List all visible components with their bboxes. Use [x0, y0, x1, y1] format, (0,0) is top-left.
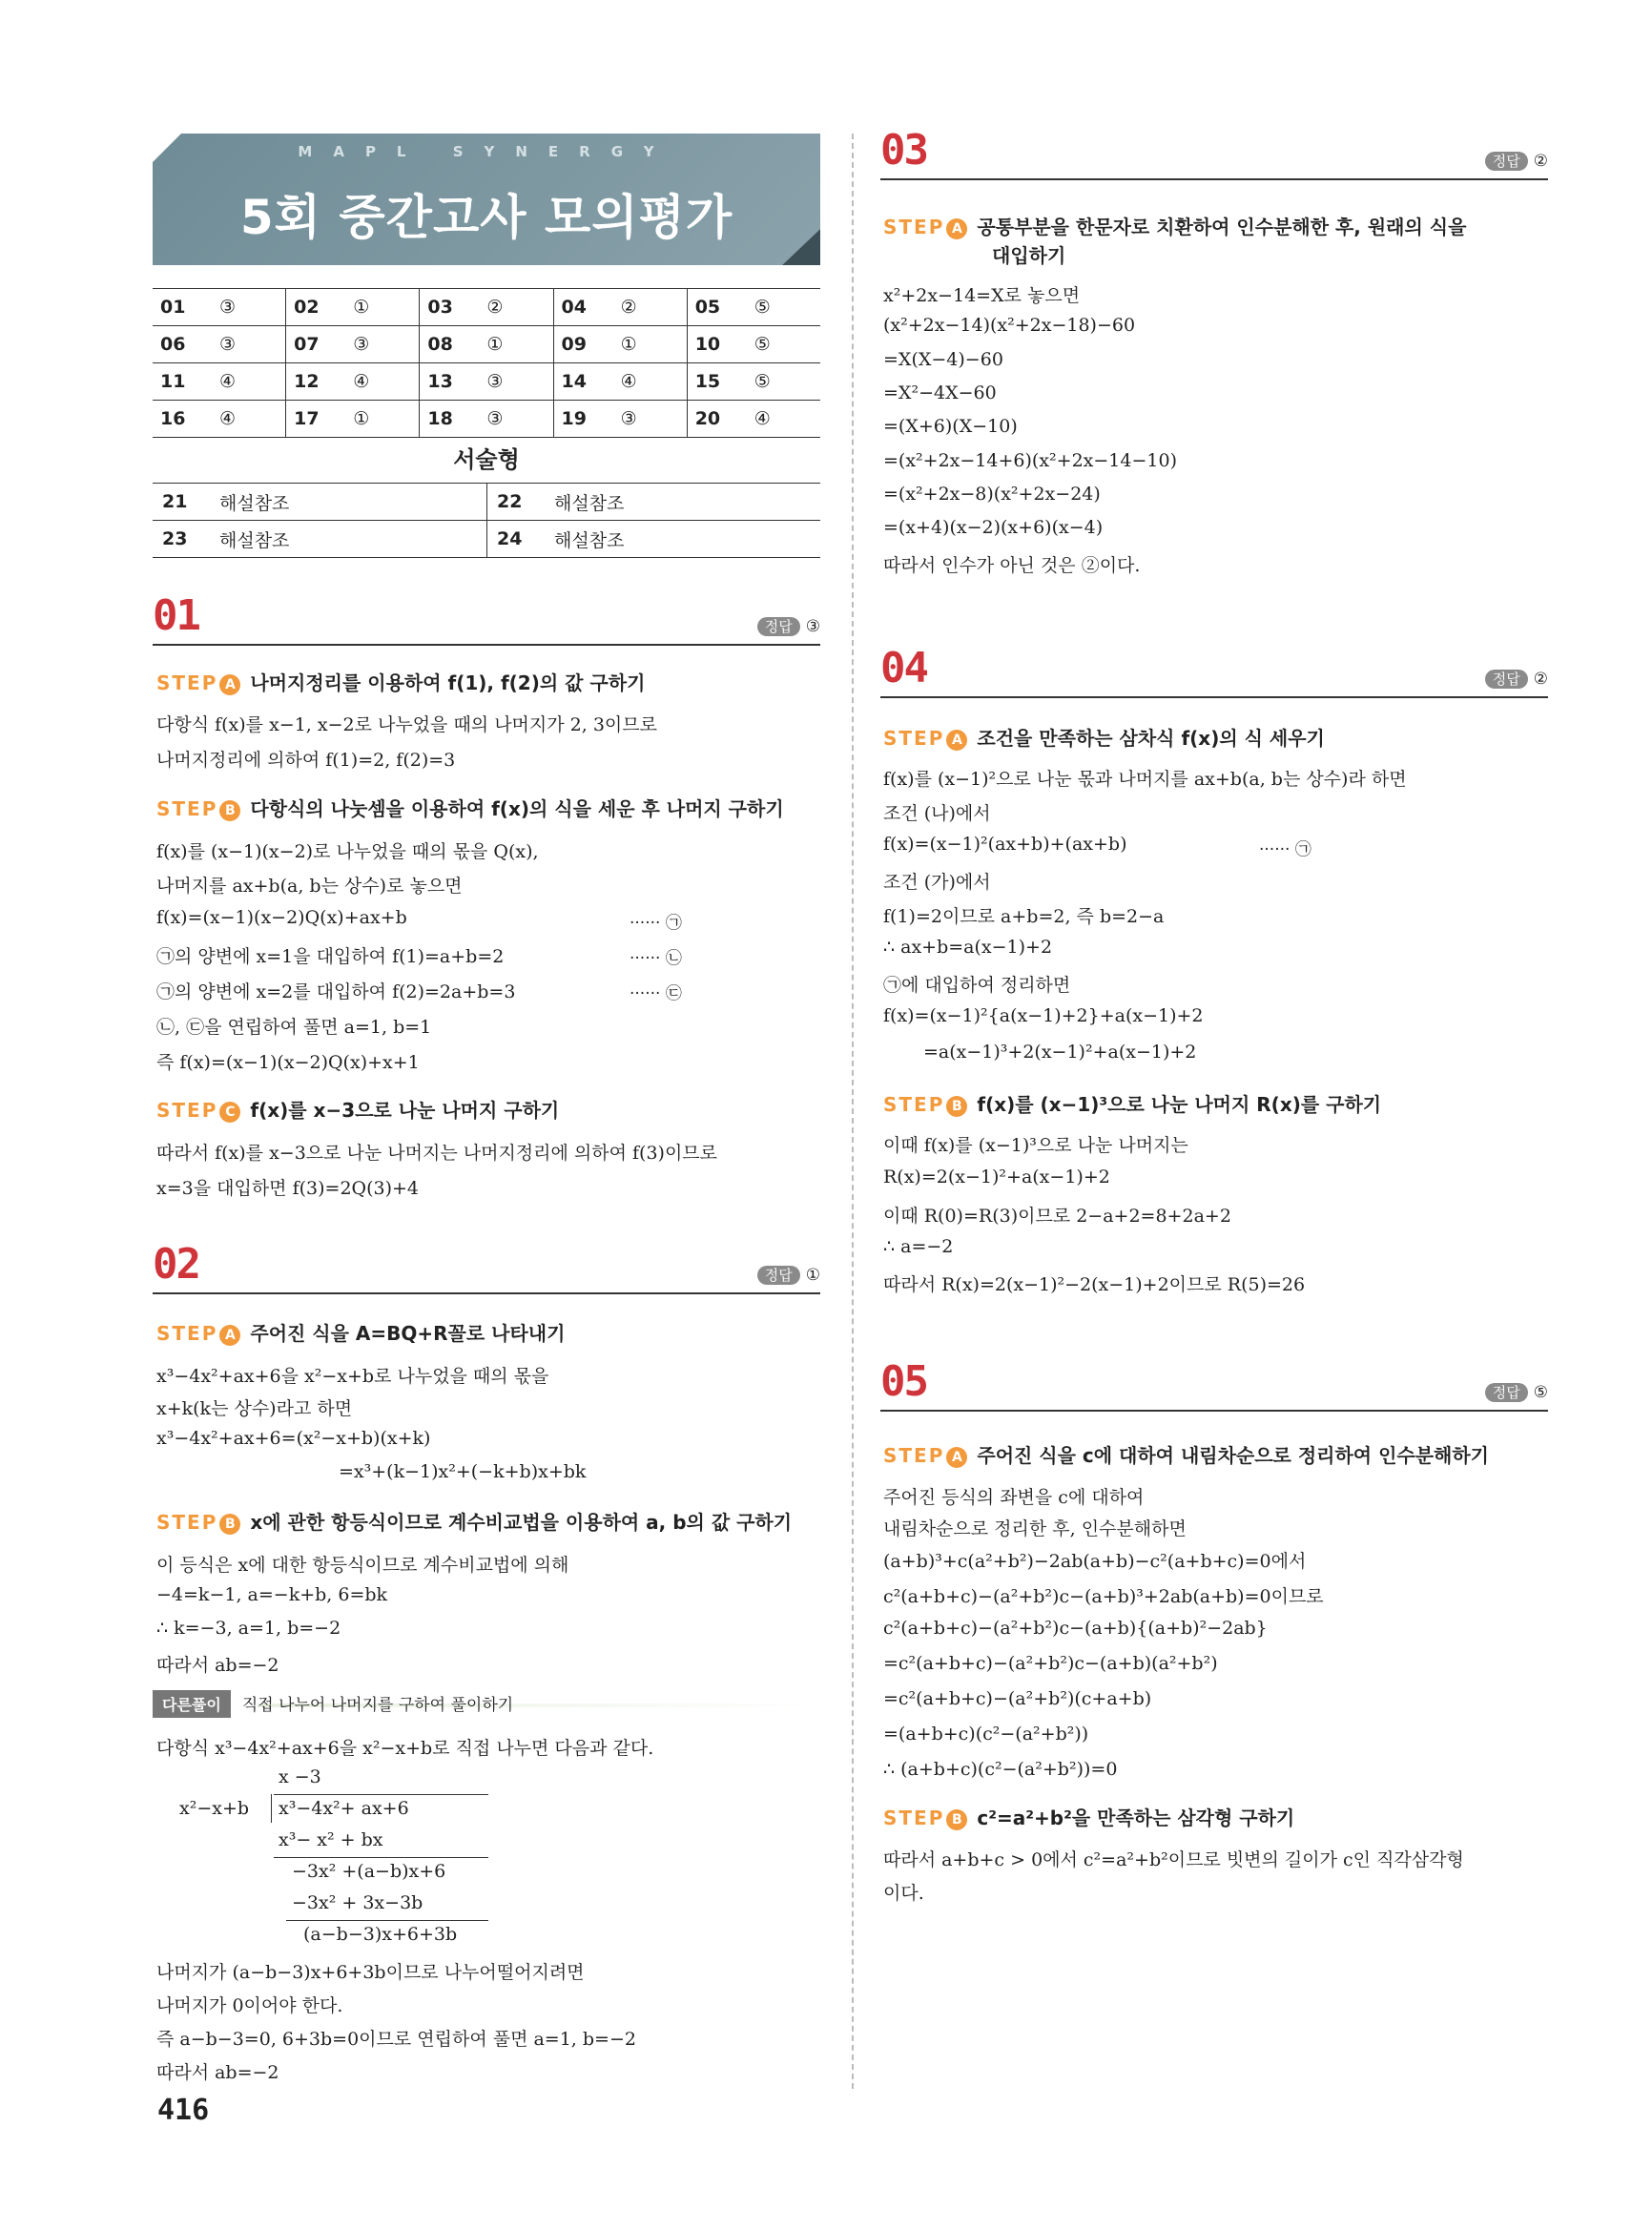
answer-value: ② [1533, 152, 1548, 171]
step-word: STEP [883, 1444, 945, 1467]
solution-line: f(x)=(x−1)²{a(x−1)+2}+a(x−1)+2 [883, 1005, 1204, 1026]
division-subtract-1: x³− x² + bx [279, 1829, 383, 1850]
step-title: 나머지정리를 이용하여 f(1), f(2)의 값 구하기 [250, 671, 646, 694]
table-row [153, 289, 820, 326]
answer-number: 06 [153, 326, 212, 363]
step-heading [883, 723, 1325, 751]
page-title: 5회 중간고사 모의평가 [239, 190, 733, 245]
step-letter: A [219, 1325, 240, 1346]
solution-line: 즉 f(x)=(x−1)(x−2)Q(x)+x+1 [156, 1052, 420, 1073]
solution-line: 내림차순으로 정리한 후, 인수분해하면 [883, 1518, 1187, 1539]
solution-line: 따라서 ab=−2 [156, 2062, 279, 2083]
division-rule [274, 1857, 488, 1858]
step-title-continued: 대입하기 [992, 244, 1066, 267]
step-word: STEP [883, 1807, 945, 1829]
question-number: 05 [880, 1357, 927, 1406]
question-number: 01 [153, 591, 199, 640]
solution-line: 따라서 ab=−2 [156, 1655, 279, 1676]
essay-answer: 해설참조 [545, 521, 820, 558]
answer-badge [1485, 151, 1548, 171]
step-heading [883, 1089, 1381, 1117]
answer-number: 05 [687, 289, 747, 326]
answer-number: 13 [420, 363, 480, 401]
answer-choice: ④ [212, 363, 286, 401]
table-row [153, 363, 820, 401]
question-header-05 [880, 1357, 1548, 1412]
answer-number: 11 [153, 363, 212, 401]
solution-line: x=3을 대입하면 f(3)=2Q(3)+4 [156, 1178, 420, 1199]
step-word: STEP [883, 216, 945, 238]
step-title: 다항식의 나눗셈을 이용하여 f(x)의 식을 세운 후 나머지 구하기 [250, 797, 784, 820]
solution-line: 주어진 등식의 좌변을 c에 대하여 [883, 1487, 1145, 1508]
step-word: STEP [156, 1322, 218, 1345]
answer-choice: ⑤ [747, 363, 820, 401]
solution-line: =(X+6)(X−10) [883, 416, 1018, 437]
answer-number: 12 [286, 363, 346, 401]
solution-line: R(x)=2(x−1)²+a(x−1)+2 [883, 1167, 1110, 1187]
equation-marker: ······ ㉠ [630, 914, 682, 933]
alternative-solution-header [153, 1690, 820, 1719]
step-letter: A [946, 730, 967, 751]
solution-line: ∴ a=−2 [883, 1236, 954, 1257]
solution-line: 다항식 f(x)를 x−1, x−2로 나누었을 때의 나머지가 2, 3이므로 [156, 714, 657, 735]
answer-value: ① [805, 1266, 820, 1285]
answer-label: 정답 [757, 1266, 800, 1285]
solution-line: 나머지가 (a−b−3)x+6+3b이므로 나누어떨어지려면 [156, 1962, 585, 1983]
equation-marker: ······ ㉢ [630, 984, 682, 1003]
solution-line: ∴ ax+b=a(x−1)+2 [883, 937, 1053, 958]
division-remainder: (a−b−3)x+6+3b [303, 1924, 458, 1945]
step-word: STEP [156, 797, 218, 820]
division-bar [274, 1794, 488, 1795]
solution-line: 따라서 f(x)를 x−3으로 나눈 나머지는 나머지정리에 의하여 f(3)이므로 [156, 1143, 718, 1164]
step-letter: C [219, 1102, 240, 1123]
division-quotient: x −3 [279, 1766, 321, 1787]
answer-label: 정답 [757, 617, 800, 636]
solution-line: ∴ (a+b+c)(c²−(a²+b²))=0 [883, 1759, 1118, 1780]
step-letter: B [946, 1809, 967, 1830]
answer-number: 03 [420, 289, 480, 326]
table-row [153, 484, 820, 521]
solution-line: 다항식 x³−4x²+ax+6을 x²−x+b로 직접 나누면 다음과 같다. [156, 1738, 654, 1759]
answer-badge [757, 616, 820, 636]
answer-choice: ③ [212, 326, 286, 363]
solution-line: x+k(k는 상수)라고 하면 [156, 1398, 353, 1419]
essay-number: 21 [153, 484, 210, 521]
solution-line: 이때 R(0)=R(3)이므로 2−a+2=8+2a+2 [883, 1206, 1231, 1227]
answer-choice: ① [345, 401, 420, 438]
solution-line: =(x²+2x−8)(x²+2x−24) [883, 484, 1101, 505]
step-heading [883, 212, 1466, 239]
solution-line: 이 등식은 x에 대한 항등식이므로 계수비교법에 의해 [156, 1555, 569, 1576]
step-word: STEP [156, 671, 218, 694]
equation-marker: ······ ㉡ [630, 949, 682, 968]
solution-line: 이때 f(x)를 (x−1)³으로 나눈 나머지는 [883, 1135, 1188, 1156]
solution-line: =a(x−1)³+2(x−1)²+a(x−1)+2 [923, 1042, 1197, 1063]
answer-number: 08 [420, 326, 480, 363]
solution-line: =(x+4)(x−2)(x+6)(x−4) [883, 517, 1104, 538]
essay-number: 23 [153, 521, 210, 558]
essay-answer: 해설참조 [210, 521, 487, 558]
step-letter: A [946, 218, 967, 239]
answer-number: 10 [687, 326, 747, 363]
solution-line: =c²(a+b+c)−(a²+b²)(c+a+b) [883, 1688, 1152, 1709]
solution-line: 조건 (나)에서 [883, 803, 991, 824]
answer-choice: ③ [345, 326, 420, 363]
answer-number: 07 [286, 326, 346, 363]
solution-line: =(x²+2x−14+6)(x²+2x−14−10) [883, 450, 1177, 471]
answer-number: 09 [553, 326, 613, 363]
solution-line: ㉡, ㉢을 연립하여 풀면 a=1, b=1 [156, 1017, 432, 1038]
solution-line: 나머지가 0이어야 한다. [156, 1995, 343, 2016]
question-header-02 [153, 1240, 820, 1294]
step-word: STEP [883, 1093, 945, 1116]
solution-line: 따라서 a+b+c > 0에서 c²=a²+b²이므로 빗변의 길이가 c인 직각삼각형 [883, 1849, 1464, 1870]
solution-line: c²(a+b+c)−(a²+b²)c−(a+b)³+2ab(a+b)=0이므로 [883, 1586, 1324, 1607]
division-dividend: x³−4x²+ ax+6 [279, 1798, 409, 1819]
step-letter: A [219, 674, 240, 695]
solution-line: ㉠에 대입하여 정리하면 [883, 975, 1071, 996]
step-heading [156, 668, 645, 695]
answer-number: 18 [420, 401, 480, 438]
answer-number: 02 [286, 289, 346, 326]
division-subtract-2: −3x² + 3x−3b [292, 1892, 423, 1913]
answer-choice: ② [479, 289, 553, 326]
answer-choice: ① [479, 326, 553, 363]
answer-choice: ① [613, 326, 688, 363]
solution-line: =(a+b+c)(c²−(a²+b²)) [883, 1724, 1089, 1745]
step-heading [156, 1095, 559, 1123]
answer-choice: ③ [613, 401, 688, 438]
answer-number: 16 [153, 401, 212, 438]
step-word: STEP [156, 1099, 218, 1122]
answer-label: 정답 [1485, 670, 1528, 689]
solution-line: ㉠의 양변에 x=2를 대입하여 f(2)=2a+b=3 [156, 981, 516, 1002]
answer-badge [757, 1265, 820, 1285]
question-number: 02 [153, 1240, 199, 1289]
solution-line: f(1)=2이므로 a+b=2, 즉 b=2−a [883, 906, 1165, 927]
question-number: 03 [880, 126, 927, 175]
alt-title: 직접 나누어 나머지를 구하여 풀이하기 [241, 1696, 514, 1715]
column-divider [852, 134, 854, 2089]
solution-line: x³−4x²+ax+6을 x²−x+b로 나누었을 때의 몫을 [156, 1366, 549, 1387]
solution-line: f(x)를 (x−1)²으로 나눈 몫과 나머지를 ax+b(a, b는 상수)라 하면 [883, 769, 1407, 790]
solution-line: f(x)=(x−1)(x−2)Q(x)+ax+b [156, 907, 407, 928]
answer-value: ⑤ [1533, 1383, 1548, 1402]
division-remainder-1: −3x² +(a−b)x+6 [292, 1861, 446, 1882]
table-row [153, 401, 820, 438]
answer-number: 19 [553, 401, 613, 438]
step-heading [156, 794, 784, 821]
solution-line: =X(X−4)−60 [883, 349, 1003, 370]
solution-line: x²+2x−14=X로 놓으면 [883, 285, 1081, 306]
solution-line: =c²(a+b+c)−(a²+b²)c−(a+b)(a²+b²) [883, 1653, 1218, 1674]
answer-label: 정답 [1485, 152, 1528, 171]
answer-number: 04 [553, 289, 613, 326]
step-word: STEP [883, 727, 945, 750]
answer-choice: ③ [479, 363, 553, 401]
solution-line: 조건 (가)에서 [883, 872, 991, 893]
answer-number: 15 [687, 363, 747, 401]
solution-line: (a+b)³+c(a²+b²)−2ab(a+b)−c²(a+b+c)=0에서 [883, 1551, 1307, 1572]
answer-choice: ① [345, 289, 420, 326]
answer-choice: ③ [212, 289, 286, 326]
solution-line: −4=k−1, a=−k+b, 6=bk [156, 1584, 388, 1605]
solution-line: 따라서 R(x)=2(x−1)²−2(x−1)+2이므로 R(5)=26 [883, 1274, 1306, 1295]
question-header-04 [880, 644, 1548, 698]
essay-table [153, 483, 820, 558]
solution-line: (x²+2x−14)(x²+2x−18)−60 [883, 315, 1136, 336]
solution-line: ㉠의 양변에 x=1을 대입하여 f(1)=a+b=2 [156, 946, 505, 967]
essay-number: 22 [487, 484, 546, 521]
answer-number: 14 [553, 363, 613, 401]
step-title: 공통부분을 한문자로 치환하여 인수분해한 후, 원래의 식을 [977, 216, 1467, 238]
solution-line: f(x)를 (x−1)(x−2)로 나누었을 때의 몫을 Q(x), [156, 841, 539, 862]
answer-number: 01 [153, 289, 212, 326]
answer-choice: ② [613, 289, 688, 326]
solution-line: c²(a+b+c)−(a²+b²)c−(a+b){(a+b)²−2ab} [883, 1618, 1268, 1639]
step-letter: B [219, 1514, 240, 1535]
answer-choice: ⑤ [747, 326, 820, 363]
essay-answer: 해설참조 [545, 484, 820, 521]
question-header-03 [880, 126, 1548, 180]
title-banner [153, 134, 820, 265]
answer-choice: ④ [747, 401, 820, 438]
solution-line: 나머지정리에 의하여 f(1)=2, f(2)=3 [156, 750, 456, 771]
answer-choice: ④ [212, 401, 286, 438]
essay-answer: 해설참조 [210, 484, 487, 521]
division-rule [286, 1920, 488, 1921]
answer-choice: ④ [613, 363, 688, 401]
step-word: STEP [156, 1511, 218, 1534]
solution-line: 나머지를 ax+b(a, b는 상수)로 놓으면 [156, 876, 463, 897]
step-title: x에 관한 항등식이므로 계수비교법을 이용하여 a, b의 값 구하기 [250, 1511, 793, 1534]
solution-line: f(x)=(x−1)²(ax+b)+(ax+b) [883, 834, 1127, 855]
answer-badge [1485, 669, 1548, 689]
step-letter: A [946, 1447, 967, 1468]
answer-label: 정답 [1485, 1383, 1528, 1402]
essay-number: 24 [487, 521, 546, 558]
table-row [153, 521, 820, 558]
answer-badge [1485, 1382, 1548, 1402]
answer-choice: ③ [479, 401, 553, 438]
banner-subtitle: MAPL SYNERGY [298, 143, 675, 160]
step-title: 주어진 식을 c에 대하여 내림차순으로 정리하여 인수분해하기 [977, 1444, 1490, 1467]
step-letter: B [946, 1096, 967, 1117]
division-divisor: x²−x+b [179, 1798, 250, 1819]
essay-heading: 서술형 [453, 446, 520, 473]
answer-table [153, 288, 820, 438]
equation-marker: ······ ㉠ [1259, 840, 1311, 859]
step-title: c²=a²+b²을 만족하는 삼각형 구하기 [977, 1807, 1295, 1829]
step-heading [156, 1318, 565, 1346]
alt-label: 다른풀이 [153, 1690, 231, 1718]
question-header-01 [153, 591, 820, 646]
step-title: f(x)를 (x−1)³으로 나눈 나머지 R(x)를 구하기 [977, 1093, 1382, 1116]
step-title: f(x)를 x−3으로 나눈 나머지 구하기 [250, 1099, 560, 1122]
step-heading [883, 1440, 1489, 1468]
answer-value: ③ [805, 617, 820, 636]
answer-number: 17 [286, 401, 346, 438]
answer-value: ② [1533, 670, 1548, 689]
step-title: 조건을 만족하는 삼차식 f(x)의 식 세우기 [977, 727, 1325, 750]
solution-line: 따라서 인수가 아닌 것은 ②이다. [883, 555, 1141, 576]
solution-line: 이다. [883, 1883, 924, 1904]
solution-line: x³−4x²+ax+6=(x²−x+b)(x+k) [156, 1428, 431, 1449]
question-number: 04 [880, 644, 927, 692]
table-row [153, 326, 820, 363]
solution-line: =x³+(k−1)x²+(−k+b)x+bk [339, 1461, 587, 1482]
step-heading [883, 1803, 1294, 1830]
solution-line: ∴ k=−3, a=1, b=−2 [156, 1618, 341, 1639]
answer-number: 20 [687, 401, 747, 438]
answer-choice: ⑤ [747, 289, 820, 326]
step-title: 주어진 식을 A=BQ+R꼴로 나타내기 [250, 1322, 566, 1345]
answer-choice: ④ [345, 363, 420, 401]
step-heading [156, 1507, 792, 1535]
solution-line: =X²−4X−60 [883, 382, 997, 403]
division-bracket [271, 1794, 272, 1823]
step-letter: B [219, 800, 240, 821]
page-number: 416 [157, 2094, 210, 2127]
solution-line: 즉 a−b−3=0, 6+3b=0이므로 연립하여 풀면 a=1, b=−2 [156, 2029, 636, 2050]
